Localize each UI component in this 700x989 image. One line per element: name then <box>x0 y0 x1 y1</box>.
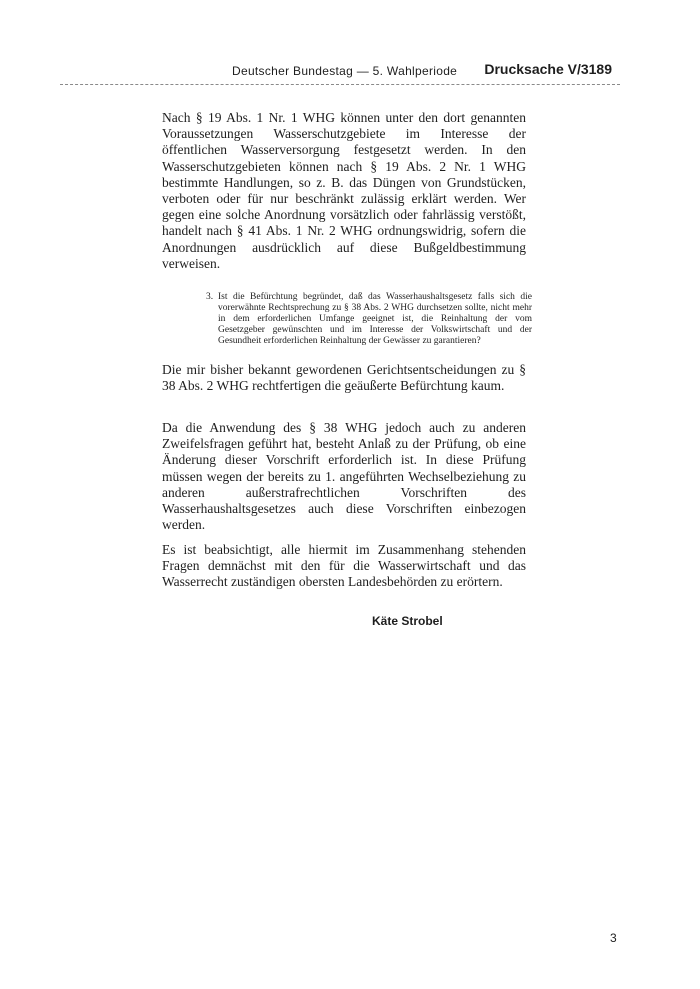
paragraph-beabsichtigt: Es ist beabsichtigt, alle hiermit im Zusammenhang stehenden Fragen demnächst mit den für die Wasserwirtschaft und das Wasserrecht zuständigen obersten Landesbehörden zu erörtern. <box>162 542 526 590</box>
header-rule <box>60 84 620 85</box>
page-header <box>232 61 612 84</box>
document-number: Drucksache V/3189 <box>484 61 612 77</box>
header-title: Deutscher Bundestag — 5. Wahlperiode <box>232 64 458 78</box>
paragraph-anwendung: Da die Anwendung des § 38 WHG jedoch auch zu anderen Zweifelsfragen geführt hat, besteht Anlaß zu der Prüfung, ob eine Änderung dieser Vorschrift erforderlich ist. In diese Prüfung müssen wegen der bereits zu 1. angeführten Wechselbeziehung zu anderen außerstrafrechtlichen Vorschriften des Wasserhaushaltsgesetzes auch diese Vorschriften einbezogen werden. <box>162 420 526 533</box>
page-number: 3 <box>610 931 617 945</box>
signature: Käte Strobel <box>372 614 443 628</box>
question-block <box>206 292 532 347</box>
paragraph-gerichtsentscheidungen: Die mir bisher bekannt gewordenen Gerichtsentscheidungen zu § 38 Abs. 2 WHG rechtfertigen die geäußerte Befürchtung kaum. <box>162 362 526 394</box>
question-text: Ist die Befürchtung begründet, daß das Wasserhaushaltsgesetz falls sich die vorerwähnte Rechtsprechung zu § 38 Abs. 2 WHG durchsetzen sollte, nicht mehr in dem erforderlichen Umfange geeignet ist, die Reinhaltung der vom Gesetzgeber gewünschten und im Interesse der Volkswirtschaft und der Gesundheit erforderlichen Reinhaltung der Gewässer zu garantieren? <box>218 292 532 346</box>
paragraph-wasserschutzgebiete: Nach § 19 Abs. 1 Nr. 1 WHG können unter den dort genannten Voraussetzungen Wasserschutzgebiete im Interesse der öffentlichen Wasserversorgung festgesetzt werden. In den Wasserschutzgebieten können nach § 19 Abs. 2 Nr. 1 WHG bestimmte Handlungen, so z. B. das Düngen von Grundstücken, verboten oder für nur beschränkt zulässig erklärt werden. Wer gegen eine solche Anordnung vorsätzlich oder fahrlässig verstößt, handelt nach § 41 Abs. 1 Nr. 2 WHG ordnungswidrig, sofern die Anordnungen ausdrücklich auf diese Bußgeldbestimmung verweisen. <box>162 110 526 271</box>
question-number: 3. <box>206 292 214 302</box>
